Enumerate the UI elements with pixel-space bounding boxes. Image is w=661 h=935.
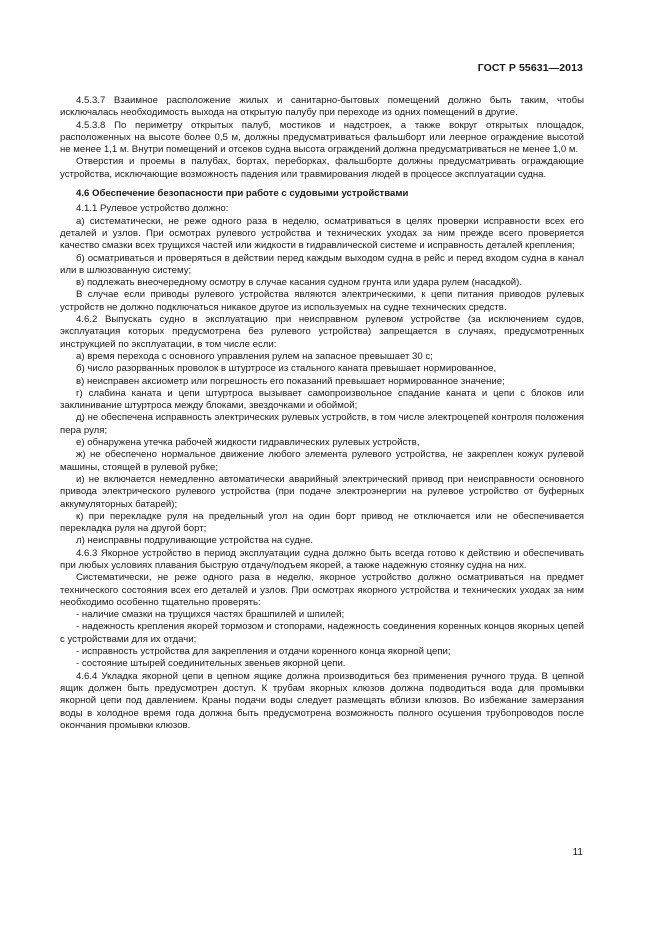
list-item-zh: ж) не обеспечено нормальное движение любого элемента рулевого устройства, не закреплен кожух рулевой машины, стоящей в рулевой рубке; xyxy=(60,449,584,473)
list-item-d: д) не обеспечена исправность электрических рулевых устройств, в том числе электроцепей контроля положения пера руля; xyxy=(60,412,584,436)
paragraph-4-6-2: 4.6.2 Выпускать судно в эксплуатацию при неисправном рулевом устройстве (за исключением судов, эксплуатация которых предусмотрена без рулевого устройства) запрещается в случаях, предусмотренных инструкцией по эксплуатации, в том числе если: xyxy=(60,314,584,350)
page-body xyxy=(60,95,584,732)
paragraph-anchor-inspection: Систематически, не реже одного раза в неделю, якорное устройство должно осматриваться на предмет технического состояния всех его деталей и узлов. При осмотрах якорного устройства и технических уходах за ним необходимо особенно тщательно проверять: xyxy=(60,572,584,608)
list-item-b: б) число разорванных проволок в штуртросе из стального каната превышает нормированное, xyxy=(76,363,497,375)
paragraph-4-6-3: 4.6.3 Якорное устройство в период эксплуатации судна должно быть всегда готово к действию и обеспечивать при любых условиях плавания быструю отдачу/подъем якорей, а также надежную стоянку судна на них. xyxy=(60,547,584,571)
list-item-k: к) при перекладке руля на предельный угол на один борт привод не отключается или не обеспечивается перекладка руля на другой борт; xyxy=(60,510,584,535)
list-item-b: б) осматриваться и проверяться в действии перед каждым выходом судна в рейс и перед входом судна в канал или в шлюзованную систему; xyxy=(60,252,584,276)
paragraph-4-5-3-8: 4.5.3.8 По периметру открытых палуб, мостиков и надстроек, а также вокруг открытых площадок, расположенных на высоте более 0,5 м, должны предусматриваться фальшборт или леерное ограждение высотой не менее 1,1 м. Внутри помещений и отсеков судна высота ограждений должна предусматриваться не менее 1,0 м. xyxy=(60,119,584,156)
dash-item-lubrication: - наличие смазки на трущихся частях брашпилей и шпилей; xyxy=(76,609,345,621)
list-item-a: а) систематически, не реже одного раза в неделю, осматриваться в целях проверки исправности всех его деталей и узлов. При осмотрах рулевого устройства и технических уходах за ним прежде всего проверяется качество смазки всех трущихся частей или жидкости в гидравлической системе и исправность деталей крепления; xyxy=(60,215,584,252)
paragraph-4-5-3-7: 4.5.3.7 Взаимное расположение жилых и санитарно-бытовых помещений должно быть таким, чтобы исключалась необходимость выхода на открытую палубу при переходе из одних помещений в другие. xyxy=(60,95,584,119)
paragraph-4-6-4: 4.6.4 Укладка якорной цепи в цепном ящике должна производиться без применения ручного труда. В цепной ящик должен быть предусмотрен доступ. К трубам якорных клюзов должна подводиться вода для промывки якорной цепи под давлением. Краны подачи воды следует размещать вблизи клюзов. Во избежание замерзания воды в холодное время года должна быть предусмотрена возможность полного осушения трубопроводов после окончания промывки клюзов. xyxy=(60,670,584,731)
list-item-v: в) неисправен аксиометр или погрешность его показаний превышает нормированное значение; xyxy=(76,375,505,387)
section-heading-4-6: 4.6 Обеспечение безопасности при работе с судовыми устройствами xyxy=(76,188,409,200)
list-item-e: е) обнаружена утечка рабочей жидкости гидравлических рулевых устройств, xyxy=(76,437,420,449)
dash-item-chain-release: - исправность устройства для закрепления и отдачи коренного конца якорной цепи; xyxy=(76,646,451,658)
dash-item-chain-pins: - состояние штырей соединительных звеньев якорной цепи. xyxy=(76,658,346,670)
paragraph-openings: Отверстия и проемы в палубах, бортах, переборках, фальшборте должны предусматривать ограждающие устройства, исключающие возможность падения или травмирования людей в процессе эксплуатации судна. xyxy=(60,156,584,180)
paragraph-electric-drives: В случае если приводы рулевого устройства являются электрическими, к цепи питания приводов рулевых устройств не должно подключаться никакое другое из используемых на судне технических средств. xyxy=(60,289,584,313)
list-item-g: г) слабина каната и цепи штуртроса вызывает самопроизвольное спадание каната и цепи с блоков или заклинивание штуртроса между блоками, звездочками и обоймой; xyxy=(60,387,584,412)
list-item-i: и) не включается немедленно автоматически аварийный электрический привод при неисправности основного привода электрического рулевого устройства (при подаче электроэнергии на рулевое устройство от буферных аккумуляторных батарей); xyxy=(60,473,584,510)
document-code: ГОСТ Р 55631—2013 xyxy=(477,62,583,74)
page-number: 11 xyxy=(572,847,583,858)
list-item-l: л) неисправны подруливающие устройства на судне. xyxy=(76,535,314,547)
paragraph-4-1-1: 4.1.1 Рулевое устройство должно: xyxy=(76,203,229,215)
dash-item-anchor-fastening: - надежность крепления якорей тормозом и стопорами, надежность соединения коренных концов якорных цепей с устройствами для их отдачи; xyxy=(60,621,584,645)
list-item-a: а) время перехода с основного управления рулем на запасное превышает 30 с; xyxy=(76,350,433,362)
list-item-v: в) подлежать внеочередному осмотру в случае касания судном грунта или удара рулем (насадкой). xyxy=(76,277,523,289)
